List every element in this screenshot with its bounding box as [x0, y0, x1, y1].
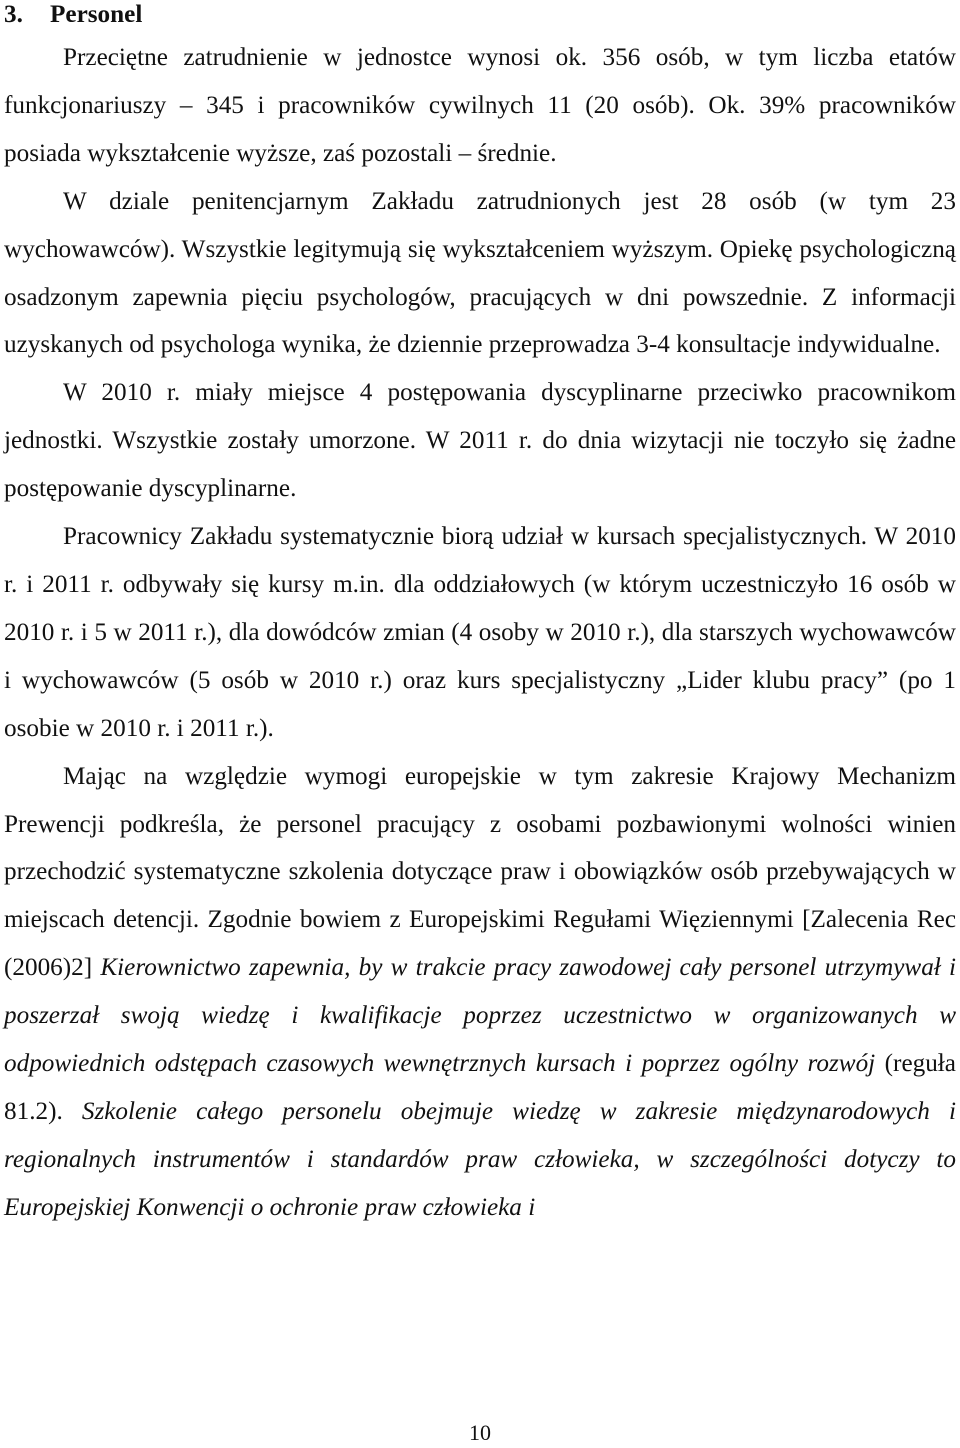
paragraph: [4, 178, 956, 370]
section-title: Personel: [50, 1, 143, 28]
text-run: W 2010 r. miały miejsce 4 postępowania dyscyplinarne przeciwko pracownikom jednostki. Wszystkie zostały umorzone. W 2011 r. do dnia wizytacji nie toczyło się żadne postępowanie dyscyplinarne.: [4, 379, 956, 503]
paragraph: [4, 34, 956, 178]
text-run: W dziale penitencjarnym Zakładu zatrudnionych jest 28 osób (w tym 23 wychowawców). Wszystkie legitymują się wykształceniem wyższym. Opiekę psychologiczną osadzonym zapewnia pięciu psychologów, pracujących w dni powszednie. Z informacji uzyskanych od psychologa wynika, że dziennie przeprowadza 3-4 konsultacje indywidualne.: [4, 187, 956, 359]
text-run: Pracownicy Zakładu systematycznie biorą udział w kursach specjalistycznych. W 2010 r. i 2011 r. odbywały się kursy m.in. dla oddziałowych (w którym uczestniczyło 16 osób w 2010 r. i 5 w 2011 r.), dla dowódców zmian (4 osoby w 2010 r.), dla starszych wychowawców i wychowawców (5 osób w 2010 r.) oraz kurs specjalistyczny „Lider klubu pracy” (po 1 osobie w 2010 r. i 2011 r.).: [4, 523, 956, 742]
document-page: [4, 0, 956, 1232]
section-number: 3.: [4, 1, 23, 28]
paragraph: [4, 513, 956, 753]
text-run: (reguła 81.2).: [4, 1050, 956, 1125]
text-run: Przeciętne zatrudnienie w jednostce wynosi ok. 356 osób, w tym liczba etatów funkcjonariuszy – 345 i pracowników cywilnych 11 (20 osób). Ok. 39% pracowników posiada wykształcenie wyższe, zaś pozostali – średnie.: [4, 44, 956, 167]
paragraph: [4, 369, 956, 513]
body-text: [4, 34, 956, 1232]
paragraph: [4, 753, 956, 1232]
section-heading: [4, 0, 956, 34]
page-number: 10: [469, 1420, 491, 1445]
italic-text-run: Kierownictwo zapewnia, by w trakcie pracy zawodowej cały personel utrzymywał i poszerzał swoją wiedzę i kwalifikacje poprzez uczestnictwo w organizowanych w odpowiednich odstępach czasowych wewnętrznych kursach i poprzez ogólny rozwój: [4, 954, 957, 1078]
italic-text-run: Szkolenie całego personelu obejmuje wiedzę w zakresie międzynarodowych i regionalnych instrumentów i standardów praw człowieka, w szczególności dotyczy to Europejskiej Konwencji o ochronie praw człowieka i: [4, 1097, 956, 1221]
text-run: Mając na względzie wymogi europejskie w tym zakresie Krajowy Mechanizm Prewencji podkreśla, że personel pracujący z osobami pozbawionymi wolności winien przechodzić systematyczne szkolenia dotyczące praw i obowiązków osób przebywających w miejscach detencji. Zgodnie bowiem z Europejskimi Regułami Więziennymi [Zalecenia Rec (2006)2]: [4, 762, 956, 982]
